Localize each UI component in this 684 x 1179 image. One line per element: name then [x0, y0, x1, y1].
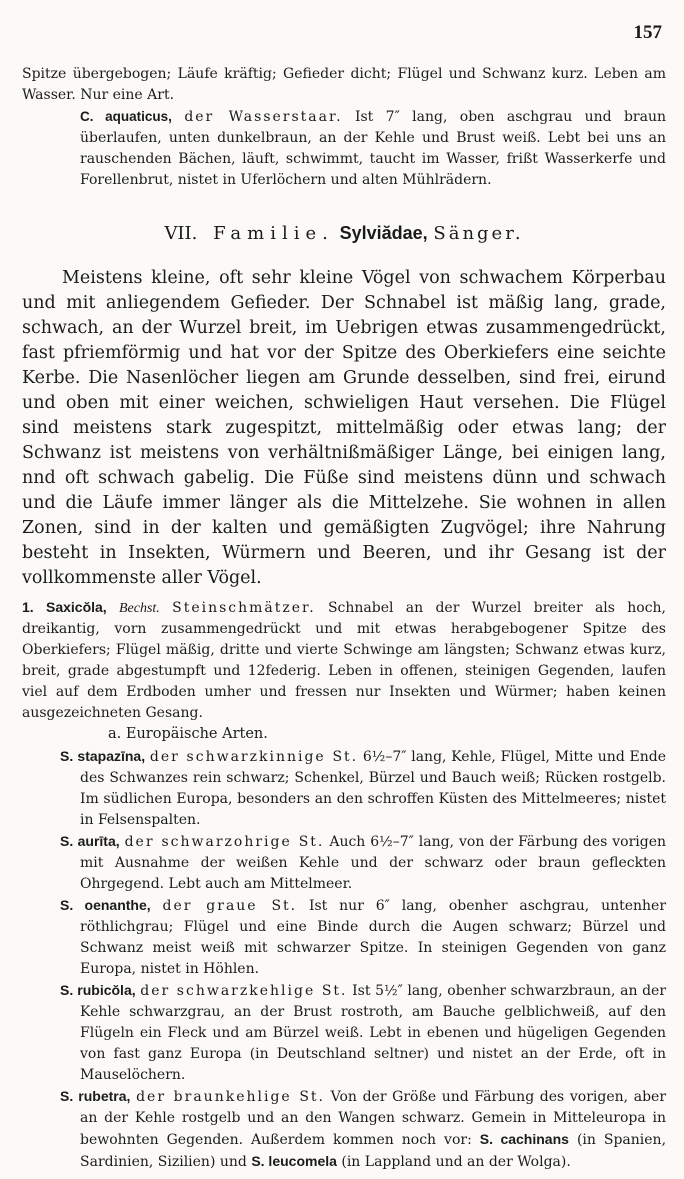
species-entry [60, 895, 666, 980]
species-description: Auch 6½–7″ lang, von der Färbung des vorigen mit Ausnahme der weißen Kehle und der schwarz oder braun gefleckten Ohrgegend. Lebt auch am Mittelmeer. [80, 834, 667, 892]
genus-common-name: Steinschmätzer. [172, 600, 316, 616]
extra-species-name: S. leucomela [251, 1153, 337, 1169]
species-name: S. aurīta, [60, 833, 120, 849]
genus-author: Bechst. [118, 601, 160, 616]
species-description: Von der Größe und Färbung des vorigen, aber an der Kehle rostgelb und an den Wangen schwarz. Gemein in Mitteleuropa in bewohnten Gegenden. Außerdem kommen noch vor: [80, 1089, 667, 1148]
species-entry [60, 980, 666, 1086]
species-name: S. rubicŏla, [60, 982, 136, 998]
family-heading [22, 223, 666, 244]
species-name: S. stapazīna, [60, 748, 146, 764]
genus-number: 1. [22, 599, 34, 615]
family-german: Sänger. [433, 223, 524, 244]
family-description: Meistens kleine, oft sehr kleine Vögel von schwachem Körperbau und mit anliegendem Gefieder. Der Schnabel ist mäßig lang, grade, schwach, an der Wurzel breit, im Uebrigen etwas zusammengedrückt, fast pfriemförmig und hat vor der Spitze des Oberkiefers eine seichte Kerbe. Die Nasenlöcher liegen am Grunde desselben, sind frei, eirund und oben mit einer weichen, schwieligen Haut versehen. Die Flügel sind meistens stark zugespitzt, mittelmäßig oder etwas lang; der Schwanz ist meistens von verhältnißmäßiger Länge, bei einigen lang, nnd oft schwach gabelig. Die Füße sind meistens dünn und schwach und die Läufe immer länger als die Mittelzehe. Sie wohnen in allen Zonen, sind in der kalten und gemäßigten Zugvögel; ihre Nahrung besteht in Insekten, Würmern und Beeren, und ihr Gesang ist der vollkommenste aller Vögel. [22, 268, 666, 588]
cinclus-entry [80, 106, 666, 191]
species-entry [60, 1086, 666, 1173]
species-entry [60, 831, 666, 895]
extra-species-text: (in Lappland und an der Wolga). [341, 1154, 571, 1170]
species-common-name: der Wasserstaar. [184, 109, 343, 125]
genus-description: Schnabel an der Wurzel breiter als hoch, dreikantig, vorn zusammengedrückt und mit etwas herabgebogener Spitze des Oberkiefers; Flügel mäßig, dritte und vierte Schwinge am längsten; Schwanz etwas kurz, breit, grade abgestumpft und 12federig. Leben in offenen, steinigen Gegenden, laufen viel auf dem Erdboden umher und fressen nur Insekten und Würmer; haben keinen ausgezeichneten Gesang. [22, 600, 667, 721]
subsection-heading: a. Europäische Arten. [108, 726, 268, 742]
species-description: Ist 7″ lang, oben aschgrau und braun überlaufen, unten dunkelbraun, an der Kehle und Brust weiß. Lebt bei uns an rauschenden Bächen, läuft, schwimmt, taucht im Wasser, frißt Wasserkerfe und Forellenbrut, nistet in Uferlöchern und alten Mühlrädern. [80, 109, 667, 188]
species-name: C. aquaticus, [80, 109, 172, 124]
family-latin: Sylviădae, [339, 223, 428, 243]
genus-entry [22, 597, 666, 724]
species-common-name: der schwarzohrige St. [124, 834, 325, 850]
species-name: S. oenanthe, [60, 897, 151, 913]
species-common-name: der schwarzkehlige St. [140, 983, 348, 999]
species-common-name: der graue St. [162, 898, 298, 914]
species-description: 6½–7″ lang, Kehle, Flügel, Mitte und Ende des Schwanzes rein schwarz; Schenkel, Bürzel und Bauch weiß; Rücken rostgelb. Im südlichen Europa, besonders an den schroffen Küsten des Mittelmeeres; nistet in Felsenspalten. [80, 749, 667, 828]
extra-species-name: S. cachinans [479, 1131, 569, 1147]
page-number: 157 [633, 22, 662, 43]
species-common-name: der schwarzkinnige St. [149, 749, 359, 765]
page-content [22, 64, 666, 1173]
species-name: S. rubetra, [60, 1088, 131, 1104]
extra-species-text: (in Spanien, Sardinien, Sizilien) und [80, 1132, 667, 1170]
family-word: Familie. [213, 223, 334, 244]
family-roman: VII. [164, 223, 198, 244]
continuation-text: Spitze übergebogen; Läufe kräftig; Gefieder dicht; Flügel und Schwanz kurz. Leben am Wasser. Nur eine Art. [22, 66, 666, 103]
species-description: Ist nur 6″ lang, obenher aschgrau, untenher röthlichgrau; Flügel und eine Binde durch die Augen schwarz; Bürzel und Schwanz meist weiß mit schwarzer Spitze. In steinigen Gegenden von ganz Europa, nistet in Höhlen. [80, 898, 667, 977]
species-common-name: der braunkehlige St. [136, 1089, 326, 1105]
genus-name: Saxicŏla, [45, 599, 107, 615]
species-entry [60, 746, 666, 831]
species-description: Ist 5½″ lang, obenher schwarzbraun, an der Kehle schwarzgrau, an der Brust rostroth, am Bauche gelblichweiß, auf den Flügeln ein Fleck und am Bürzel weiß. Lebt in ebenen und hügeligen Gegenden von fast ganz Europa (in Deutschland seltner) und nistet an der Erde, oft in Mauselöchern. [80, 983, 667, 1083]
